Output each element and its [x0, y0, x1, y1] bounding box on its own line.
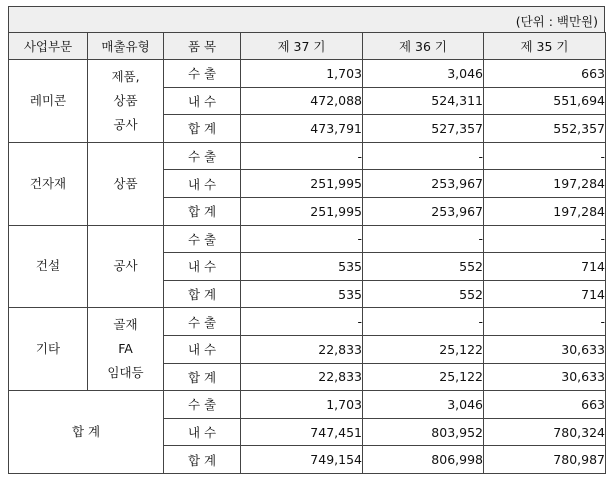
value-fy35: 30,633: [484, 335, 606, 363]
value-fy37: -: [241, 308, 363, 336]
item-cell: 수 출: [164, 60, 241, 88]
value-fy37: 251,995: [241, 197, 363, 225]
sales-type-line: 임대등: [107, 365, 144, 381]
sales-type-line: 골재: [113, 317, 138, 333]
table-row: [9, 60, 606, 88]
value-fy37: 749,154: [241, 446, 363, 474]
value-fy36: -: [363, 142, 484, 170]
header-fy35: 제 35 기: [484, 33, 606, 60]
value-fy35: 780,987: [484, 446, 606, 474]
value-fy35: 780,324: [484, 418, 606, 446]
value-fy35: 714: [484, 280, 606, 308]
sales-type-line: 제품,: [111, 68, 140, 84]
value-fy37: 1,703: [241, 391, 363, 419]
value-fy35: -: [484, 225, 606, 253]
value-fy35: 551,694: [484, 87, 606, 115]
item-cell: 합 계: [164, 115, 241, 143]
segment-name: 건설: [9, 225, 88, 308]
value-fy37: 251,995: [241, 170, 363, 198]
item-cell: 합 계: [164, 363, 241, 391]
table-row: [9, 308, 606, 336]
value-fy35: 663: [484, 60, 606, 88]
value-fy36: 552: [363, 280, 484, 308]
value-fy36: 527,357: [363, 115, 484, 143]
value-fy37: 535: [241, 280, 363, 308]
unit-header: [8, 6, 605, 32]
total-row: [9, 391, 606, 419]
sales-type-line: 공사: [113, 116, 138, 132]
header-item: 품 목: [164, 33, 241, 60]
value-fy36: 253,967: [363, 197, 484, 225]
header-fy36: 제 36 기: [363, 33, 484, 60]
value-fy36: 806,998: [363, 446, 484, 474]
value-fy36: -: [363, 225, 484, 253]
value-fy36: -: [363, 308, 484, 336]
value-fy36: 253,967: [363, 170, 484, 198]
value-fy37: -: [241, 142, 363, 170]
sales-type-cell: [88, 308, 164, 391]
sales-type-line: 공사: [113, 258, 138, 274]
value-fy35: -: [484, 142, 606, 170]
item-cell: 수 출: [164, 142, 241, 170]
value-fy35: 197,284: [484, 197, 606, 225]
sales-type-line: FA: [118, 341, 133, 357]
item-cell: 수 출: [164, 308, 241, 336]
item-cell: 내 수: [164, 335, 241, 363]
item-cell: 합 계: [164, 197, 241, 225]
table-body: [9, 60, 606, 474]
sales-type-cell: [88, 60, 164, 143]
item-cell: 수 출: [164, 391, 241, 419]
unit-label: (단위 : 백만원): [515, 14, 598, 29]
value-fy36: 552: [363, 253, 484, 281]
value-fy35: 663: [484, 391, 606, 419]
header-row: [9, 33, 606, 60]
value-fy36: 25,122: [363, 363, 484, 391]
value-fy37: 473,791: [241, 115, 363, 143]
segment-name: 건자재: [9, 142, 88, 225]
item-cell: 내 수: [164, 170, 241, 198]
value-fy35: 552,357: [484, 115, 606, 143]
value-fy37: 535: [241, 253, 363, 281]
value-fy36: 524,311: [363, 87, 484, 115]
item-cell: 합 계: [164, 280, 241, 308]
value-fy37: 1,703: [241, 60, 363, 88]
total-label: 합 계: [9, 391, 164, 474]
sales-type-line: 상품: [113, 92, 138, 108]
sales-type-cell: [88, 142, 164, 225]
value-fy36: 803,952: [363, 418, 484, 446]
value-fy35: 30,633: [484, 363, 606, 391]
value-fy36: 3,046: [363, 391, 484, 419]
item-cell: 내 수: [164, 253, 241, 281]
header-segment: 사업부문: [9, 33, 88, 60]
value-fy35: -: [484, 308, 606, 336]
item-cell: 내 수: [164, 418, 241, 446]
header-sales-type: 매출유형: [88, 33, 164, 60]
sales-type-line: 상품: [113, 175, 138, 191]
value-fy37: 747,451: [241, 418, 363, 446]
item-cell: 수 출: [164, 225, 241, 253]
item-cell: 합 계: [164, 446, 241, 474]
segment-name: 레미콘: [9, 60, 88, 143]
value-fy36: 25,122: [363, 335, 484, 363]
segment-name: 기타: [9, 308, 88, 391]
sales-type-cell: [88, 225, 164, 308]
value-fy36: 3,046: [363, 60, 484, 88]
value-fy37: -: [241, 225, 363, 253]
item-cell: 내 수: [164, 87, 241, 115]
value-fy37: 472,088: [241, 87, 363, 115]
value-fy35: 197,284: [484, 170, 606, 198]
header-fy37: 제 37 기: [241, 33, 363, 60]
table-row: [9, 225, 606, 253]
value-fy37: 22,833: [241, 363, 363, 391]
value-fy37: 22,833: [241, 335, 363, 363]
table-row: [9, 142, 606, 170]
revenue-table: [8, 32, 606, 474]
value-fy35: 714: [484, 253, 606, 281]
